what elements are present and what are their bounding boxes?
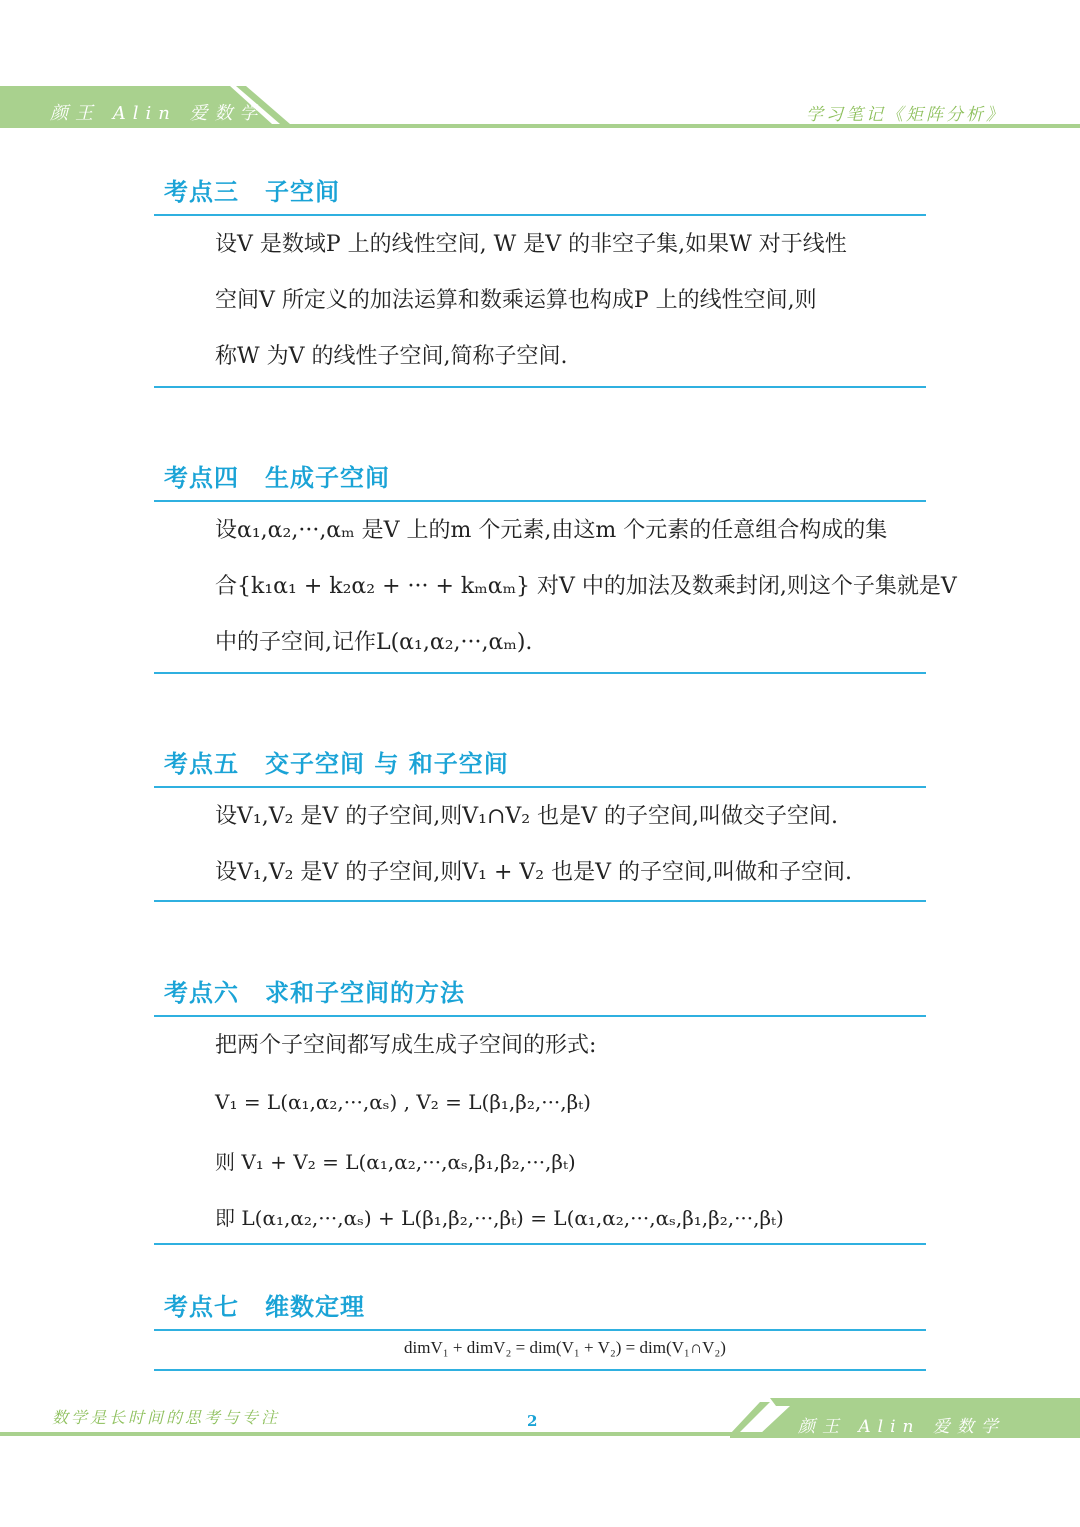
section-rule-bottom <box>154 386 926 388</box>
section-heading-7 <box>164 1287 365 1322</box>
body-line: 设V 是数域P 上的线性空间, W 是V 的非空子集,如果W 对于线性 <box>215 232 847 257</box>
body-line: 设V₁,V₂ 是V 的子空间,则V₁ + V₂ 也是V 的子空间,叫做和子空间. <box>215 860 852 885</box>
section-rule-top <box>154 500 926 502</box>
section-heading-4 <box>164 458 390 493</box>
section-title: 求和子空间的方法 <box>265 978 465 1007</box>
section-heading-6 <box>164 973 465 1008</box>
section-number: 考点三 <box>164 177 239 206</box>
section-rule-top <box>154 214 926 216</box>
body-line: 设V₁,V₂ 是V 的子空间,则V₁∩V₂ 也是V 的子空间,叫做交子空间. <box>215 804 838 829</box>
section-body-3 <box>215 217 925 385</box>
body-line: 合{k₁α₁ + k₂α₂ + ··· + kₘαₘ} 对V 中的加法及数乘封闭,则这个子集就是V <box>215 574 957 599</box>
section-body-4 <box>215 503 957 671</box>
footer-motto: 数学是长时间的思考与专注 <box>52 1408 281 1427</box>
section-rule-bottom <box>154 1369 926 1371</box>
section-rule-bottom <box>154 1243 926 1245</box>
section-intro <box>215 1018 925 1074</box>
header-right-label: 学习笔记《矩阵分析》 <box>806 105 1006 125</box>
section-title: 维数定理 <box>265 1292 365 1321</box>
body-line: 把两个子空间都写成生成子空间的形式: <box>215 1033 597 1058</box>
dimension-formula: dimV₁ + dimV₂ = dim(V₁ + V₂) = dim(V₁∩V₂) <box>404 1338 726 1357</box>
section-rule-top <box>154 1329 926 1331</box>
section-number: 考点七 <box>164 1292 239 1321</box>
section-number: 考点六 <box>164 978 239 1007</box>
body-line: 中的子空间,记作L(α₁,α₂,···,αₘ). <box>215 630 533 655</box>
section-title: 交子空间 与 和子空间 <box>265 749 509 778</box>
footer-right-label: 颜王 Alin 爱数学 <box>798 1417 1005 1437</box>
section-title: 子空间 <box>265 177 340 206</box>
formula-line-3: 即 L(α₁,α₂,···,αₛ) + L(β₁,β₂,···,βₜ) = L(α₁,α₂,···,αₛ,β₁,β₂,···,βₜ) <box>215 1206 784 1230</box>
body-line: 称W 为V 的线性子空间,简称子空间. <box>215 344 568 369</box>
body-line: 设α₁,α₂,···,αₘ 是V 上的m 个元素,由这m 个元素的任意组合构成的集 <box>215 518 888 543</box>
body-line: 空间V 所定义的加法运算和数乘运算也构成P 上的线性空间,则 <box>215 288 817 313</box>
section-rule-bottom <box>154 672 926 674</box>
section-rule-top <box>154 786 926 788</box>
section-rule-bottom <box>154 900 926 902</box>
section-heading-3 <box>164 172 340 207</box>
section-heading-5 <box>164 744 509 779</box>
formula-line-1: V₁ = L(α₁,α₂,···,αₛ) , V₂ = L(β₁,β₂,···,βₜ) <box>215 1090 591 1114</box>
section-number: 考点四 <box>164 463 239 492</box>
page-number: 2 <box>527 1412 538 1430</box>
section-body-5 <box>215 789 925 901</box>
section-number: 考点五 <box>164 749 239 778</box>
header-left-label: 颜王 Alin 爱数学 <box>50 103 265 124</box>
formula-line-2: 则 V₁ + V₂ = L(α₁,α₂,···,αₛ,β₁,β₂,···,βₜ) <box>215 1150 576 1174</box>
section-rule-top <box>154 1015 926 1017</box>
section-title: 生成子空间 <box>265 463 390 492</box>
